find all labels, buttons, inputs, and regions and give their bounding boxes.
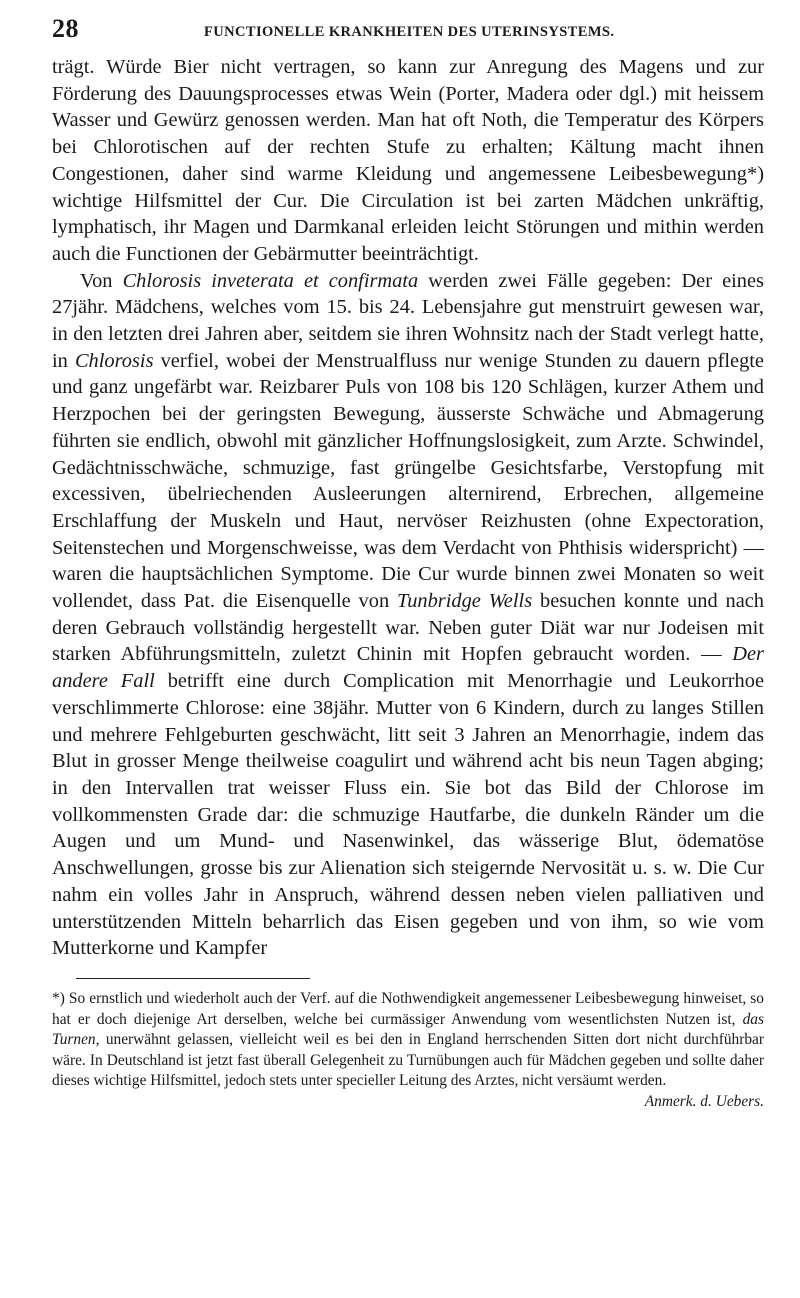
paragraph-2 xyxy=(52,268,764,962)
paragraph-2-text-d: besuchen konnte und nach deren Gebrauch vollständig hergestellt war. Neben guter Diät war nur Jodeisen mit starken Abführungsmitteln, zuletzt Chinin mit Hopfen gebraucht worden. — xyxy=(52,590,765,666)
footnote-text-a: *) So ernstlich und wiederholt auch der Verf. auf die Nothwendigkeit angemessener Leibesbewegung hinweiset, so hat er doch diejenige Art derselben, welche bei curmässiger Anwendung vom wesentlichsten Nutzen ist, xyxy=(52,989,764,1028)
paragraph-1: trägt. Würde Bier nicht vertragen, so kann zur Anregung des Magens und zur Förderung des Dauungsprocesses etwas Wein (Porter, Madera oder dgl.) mit heissem Wasser und Gewürz genossen werden. Man hat oft Noth, die Temperatur des Körpers bei Chlorotischen auf der rechten Stufe zu erhalten; Kältung macht ihnen Congestionen, daher sind warme Kleidung und angemessene Leibesbewegung*) wichtige Hilfsmittel der Cur. Die Circulation ist bei zarten Mädchen unkräftig, lymphatisch, ihr Magen und Darmkanal erleiden leicht Störungen und mithin werden auch die Functionen der Gebärmutter beeinträchtigt. xyxy=(52,56,764,265)
main-text xyxy=(52,54,764,962)
italic-der-andere-fall: Der andere Fall xyxy=(52,643,764,693)
page-number: 28 xyxy=(52,14,79,43)
paragraph-2-text-c: verfiel, wobei der Menstrualfluss nur wenige Stunden zu dauern pflegte und ganz ungefärbt war. Reizbarer Puls von 108 bis 120 Schlägen, kurzer Athem und Herzpochen bei der geringsten Bewegung, äusserste Schwäche und Abmagerung führten sie endlich, obwohl mit gänzlicher Hoffnungslosigkeit, zum Arzte. Schwindel, Gedächtnisschwäche, schmuzige, fast grüngelbe Gesichtsfarbe, Verstopfung mit excessiven, übelriechenden Ausleerungen alternirend, Erbrechen, allgemeine Erschlaffung der Muskeln und Haut, nervöser Reizhusten (ohne Expectoration, Seitenstechen und Morgenschweisse, was dem Verdacht von Phthisis widerspricht) — waren die hauptsächlichen Symptome. Die Cur wurde binnen zwei Monaten so weit vollendet, dass Pat. die Eisenquelle von xyxy=(52,349,764,613)
footnote-italic-turnen: das Turnen xyxy=(52,1010,764,1049)
page-header xyxy=(52,14,764,54)
book-page xyxy=(52,14,764,1112)
paragraph-2-text-e: betrifft eine durch Complication mit Menorrhagie und Leukorrhoe verschlimmerte Chlorose: eine 38jähr. Mutter von 6 Kindern, durch zu langes Stillen und mehrere Fehlgeburten geschwächt, litt seit 3 Jahren an Menorrhagie, indem das Blut in grosser Menge theilweise coagulirt und während acht bis neun Tagen abging; in den Intervallen trat weisser Fluss ein. Sie bot das Bild der Chlorose im vollkommensten Grade dar: die schmuzige Hautfarbe, die dunkeln Ränder um die Augen und um Mund- und Nasenwinkel, das wässerige Blut, ödematöse Anschwellungen, grosse bis zur Alienation sich steigernde Nervosität u. s. w. Die Cur nahm ein volles Jahr in Anspruch, während dessen neben vielen palliativen und unterstützenden Mitteln beharrlich das Eisen gegeben und von ihm, so wie vom Mutterkorne und Kampfer xyxy=(52,670,764,960)
footnote-text-b: , unerwähnt gelassen, vielleicht weil es bei den in England herrschenden Sitten dort nicht durchführbar wäre. In Deutschland ist jetzt fast überall Gelegenheit zu Turnübungen auch für Mädchen gegeben und sollte daher dieses wichtige Hilfsmittel, jedoch stets unter specieller Leitung des Arztes, nicht versäumt werden. xyxy=(52,1031,764,1090)
italic-chlorosis-inveterata: Chlorosis inveterata et confirmata xyxy=(122,269,419,292)
footnote xyxy=(52,989,764,1110)
italic-tunbridge-wells: Tunbridge Wells xyxy=(397,590,533,613)
footnote-divider xyxy=(76,978,310,979)
paragraph-2-text-a: Von xyxy=(80,269,123,292)
running-head: FUNCTIONELLE KRANKHEITEN DES UTERINSYSTEMS. xyxy=(204,24,615,40)
footnote-signature: Anmerk. d. Uebers. xyxy=(644,1092,764,1110)
paragraph-2-text-b: werden zwei Fälle gegeben: Der eines 27jähr. Mädchens, welches vom 15. bis 24. Lebensjahre gut menstruirt gewesen war, in den letzten drei Jahren aber, seitdem sie ihren Wohnsitz nach der Stadt verlegt hatte, in xyxy=(52,269,764,372)
italic-chlorosis: Chlorosis xyxy=(74,349,154,372)
